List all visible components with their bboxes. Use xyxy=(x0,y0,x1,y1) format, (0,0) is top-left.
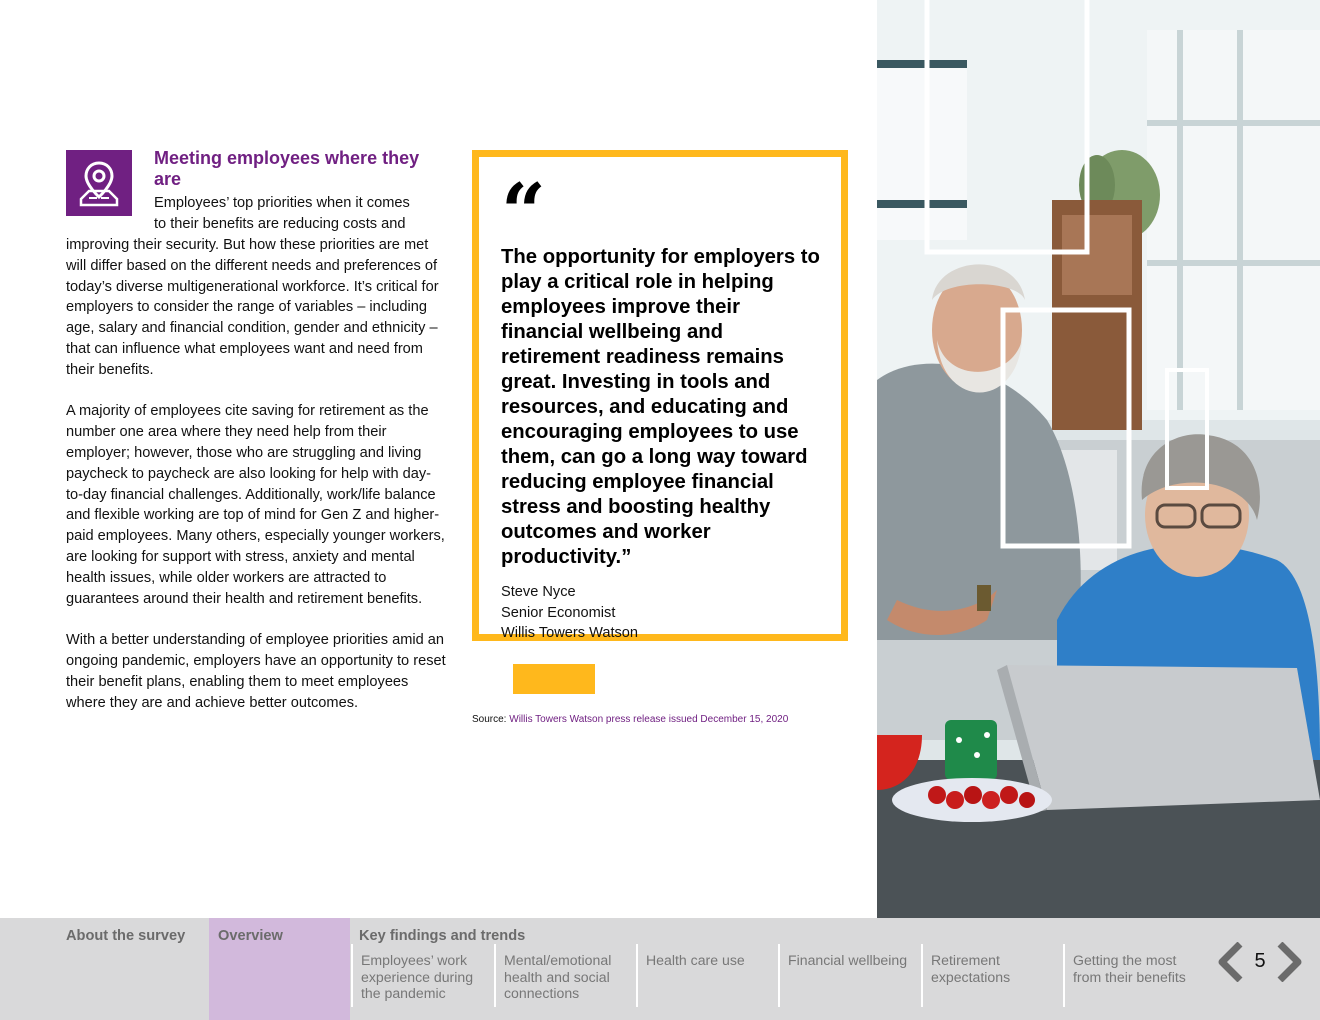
pull-quote-box xyxy=(472,150,848,641)
accent-bar xyxy=(513,664,595,694)
map-location-pin-icon xyxy=(66,150,132,216)
source-label: Source: xyxy=(472,714,510,725)
chevron-right-icon[interactable] xyxy=(1280,944,1298,980)
nav-sub-mental-health[interactable]: Mental/emotional health and social connections xyxy=(494,944,636,1007)
page-number: 5 xyxy=(1254,950,1266,972)
paragraph-3: With a better understanding of employee priorities amid an ongoing pandemic, employers have an opportunity to reset their benefit plans, enabling them to meet employees where they are and achieve better outcomes. xyxy=(66,632,446,711)
nav-sub-retirement[interactable]: Retirement expectations xyxy=(921,944,1063,1007)
nav-sub-getting-most[interactable]: Getting the most from their benefits xyxy=(1063,944,1213,1007)
chevron-left-icon[interactable] xyxy=(1222,944,1240,980)
pager xyxy=(1218,942,1302,982)
nav-about-survey[interactable] xyxy=(57,918,207,1020)
paragraph-2: A majority of employees cite saving for retirement as the number one area where they need help from their employer; however, those who are struggling and living paycheck to paycheck are also looking for help with day-to-day financial challenges. Additionally, work/life balance and flexible working are top of mind for Gen Z and higher-paid employees. Many others, especially younger workers, are looking for support with stress, anxiety and mental health issues, while older workers are attracted to guarantees around their health and retirement benefits. xyxy=(66,403,445,607)
nav-sub-health-care-use[interactable]: Health care use xyxy=(636,944,778,1007)
body-text xyxy=(66,235,446,734)
nav-about-label: About the survey xyxy=(66,928,186,944)
nav-key-findings-label: Key findings and trends xyxy=(359,928,526,944)
intro-lines xyxy=(154,193,444,235)
section-title: Meeting employees where they are xyxy=(154,148,420,189)
source-link[interactable]: Willis Towers Watson press release issued December 15, 2020 xyxy=(509,714,789,725)
intro-line: Employees’ top priorities when it comes xyxy=(154,195,410,211)
footer-nav xyxy=(0,918,1320,1020)
quote-author-company: Willis Towers Watson xyxy=(501,625,639,641)
quote-author-name: Steve Nyce xyxy=(501,584,576,600)
quote-text: The opportunity for employers to play a critical role in helping employees improve their financial wellbeing and retirement readiness remains great. Investing in tools and resources, and educating and encouraging employees to use them, can go a long way toward reducing employee financial stress and boosting healthy outcomes and worker productivity.” xyxy=(501,246,820,568)
nav-overview-label: Overview xyxy=(218,928,283,944)
intro-line: to their benefits are reducing costs and xyxy=(154,215,406,232)
older-couple-with-laptop-photo xyxy=(877,0,1320,918)
source-note xyxy=(472,714,788,725)
nav-overview[interactable] xyxy=(209,918,350,1020)
nav-sub-work-experience[interactable]: Employees’ work experience during the pandemic xyxy=(351,944,494,1007)
paragraph-1: improving their security. But how these priorities are met will differ based on the different needs and preferences of today’s diverse multigenerational workforce. It’s critical for employers to consider the range of variables – including age, salary and financial condition, gender and ethnicity – that can influence what employees want and need from their benefits. xyxy=(66,237,439,378)
quote-mark-icon: “ xyxy=(501,167,546,258)
nav-sub-financial-wellbeing[interactable]: Financial wellbeing xyxy=(778,944,921,1007)
quote-author-role: Senior Economist xyxy=(501,604,616,621)
quote-attribution xyxy=(501,582,819,644)
